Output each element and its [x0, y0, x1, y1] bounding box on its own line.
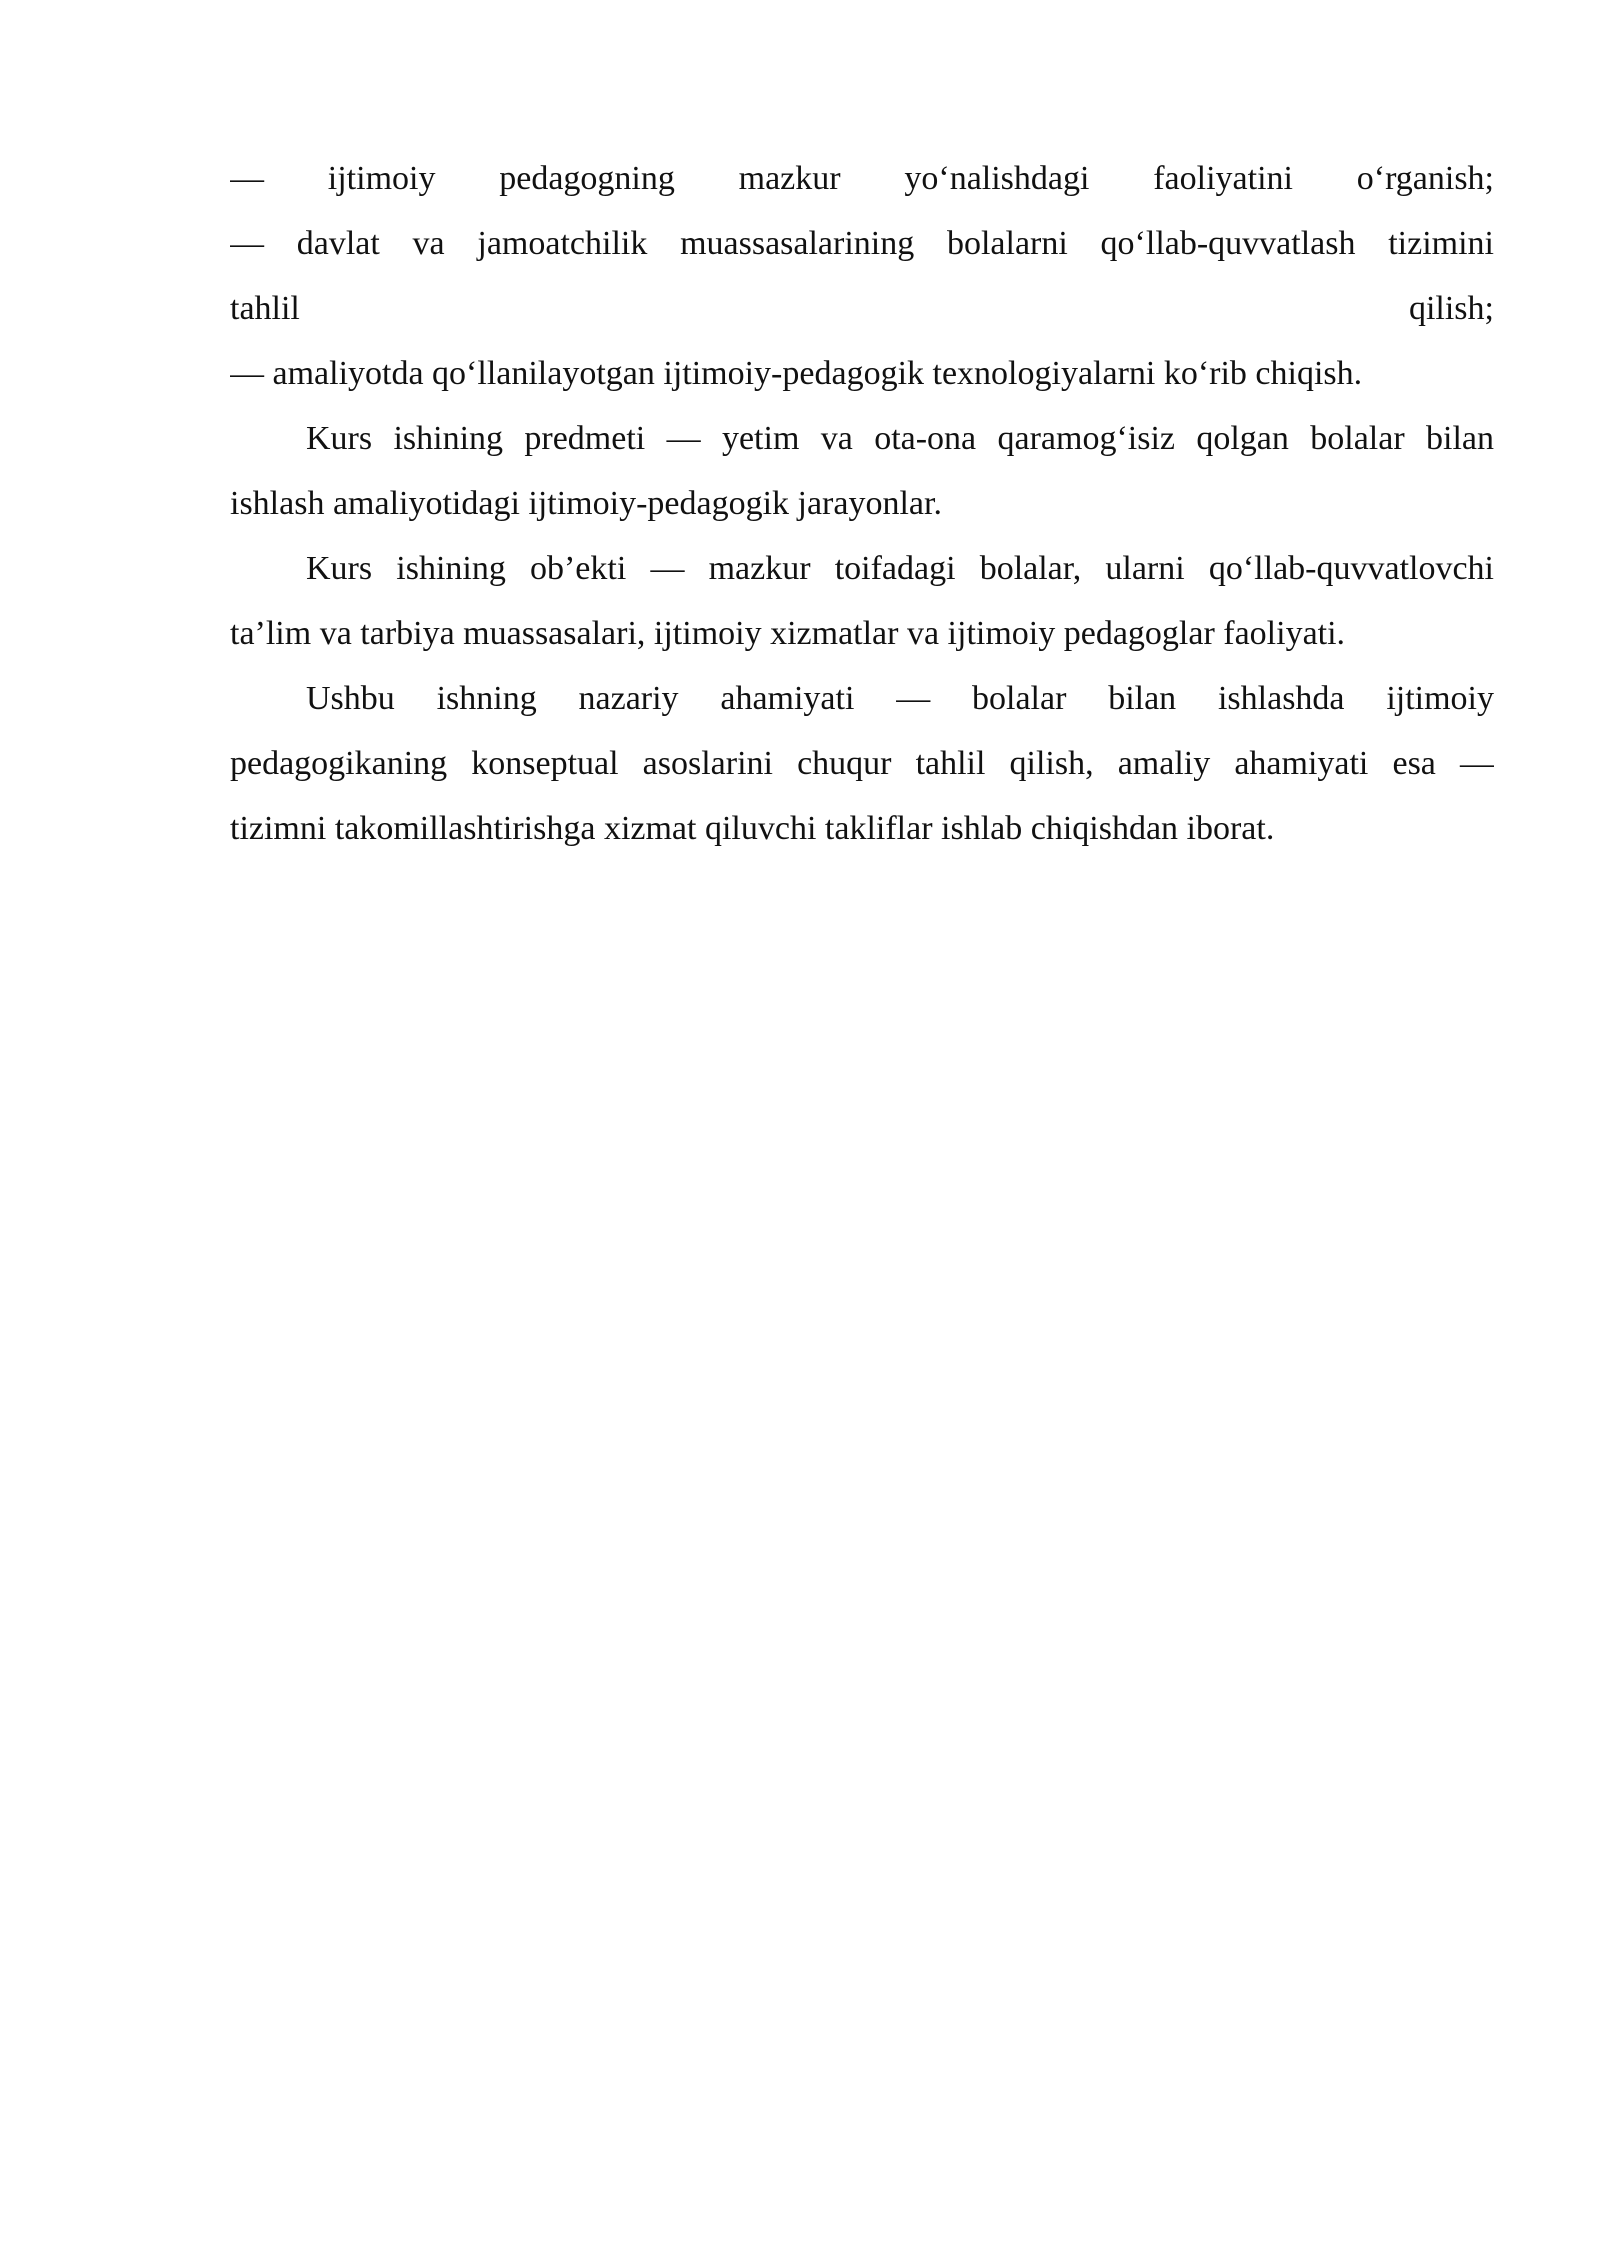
paragraph-subject-line-1: Kurs ishining predmeti — yetim va ota-ona qaramog‘isiz qolgan bolalar bilan [306, 420, 1494, 457]
paragraph-object-line-2: ta’lim va tarbiya muassasalari, ijtimoiy xizmatlar va ijtimoiy pedagoglar faoliyati. [230, 615, 1346, 652]
paragraph-object-line-1: Kurs ishining ob’ekti — mazkur toifadagi bolalar, ularni qo‘llab-quvvatlovchi [306, 550, 1494, 587]
paragraph-significance-line-1: Ushbu ishning nazariy ahamiyati — bolalar bilan ishlashda ijtimoiy [306, 680, 1494, 717]
list-item-study-activity: — ijtimoiy pedagogning mazkur yo‘nalishdagi faoliyatini o‘rganish; [230, 160, 1494, 197]
paragraph-significance-line-2: pedagogikaning konseptual asoslarini chuqur tahlil qilish, amaliy ahamiyati esa — [230, 745, 1494, 782]
paragraph-significance-line-3: tizimni takomillashtirishga xizmat qiluvchi takliflar ishlab chiqishdan iborat. [230, 810, 1275, 847]
document-body [230, 146, 1494, 861]
paragraph-subject-line-2: ishlash amaliyotidagi ijtimoiy-pedagogik jarayonlar. [230, 485, 942, 522]
list-item-review-technologies: — amaliyotda qo‘llanilayotgan ijtimoiy-pedagogik texnologiyalarni ko‘rib chiqish. [230, 355, 1363, 392]
list-item-analyze-support-system: — davlat va jamoatchilik muassasalarining bolalarni qo‘llab-quvvatlash tizimini [230, 225, 1494, 262]
list-item-analyze-continuation: tahlil qilish; [230, 290, 1494, 327]
